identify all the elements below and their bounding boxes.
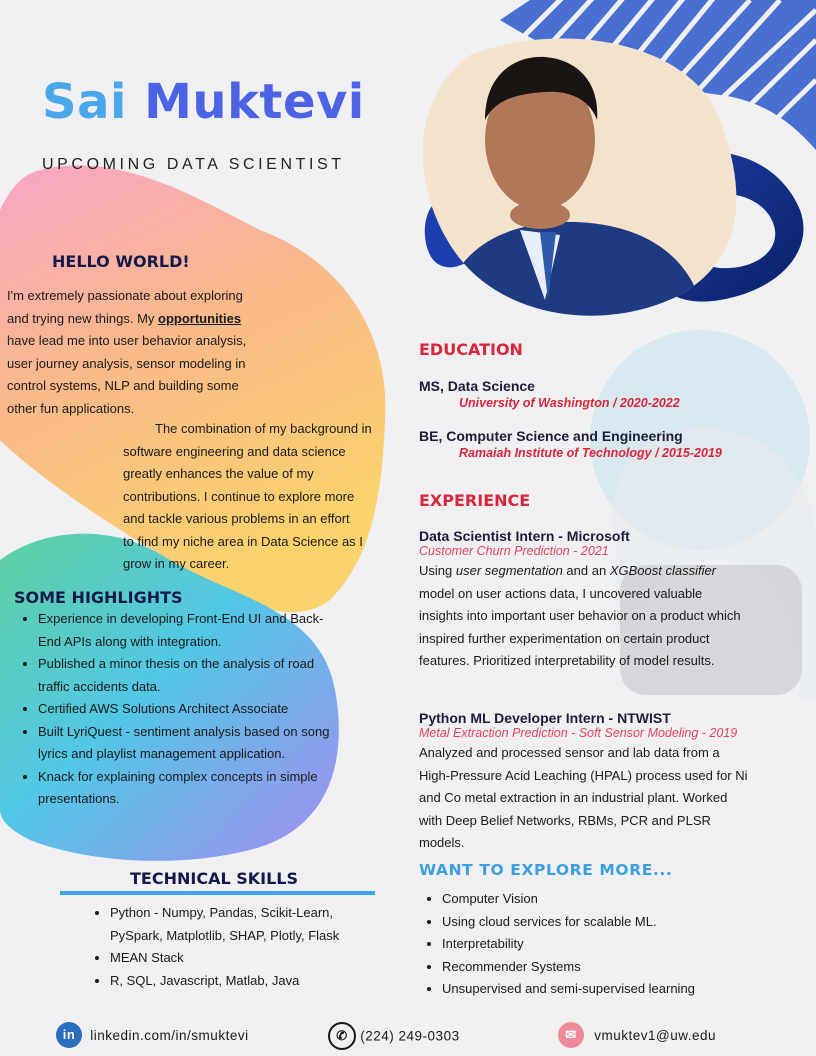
phone-icon: ✆: [328, 1022, 356, 1050]
education-heading: EDUCATION: [419, 340, 523, 359]
experience-item-microsoft: [419, 528, 749, 673]
degree: BE, Computer Science and Engineering: [419, 428, 683, 444]
linkedin-icon: in: [56, 1022, 82, 1048]
highlight-item: • Published a minor thesis on the analysis of road traffic accidents data.: [38, 653, 340, 698]
hello-paragraph-2: [123, 418, 383, 576]
desc-text: and an: [562, 563, 610, 578]
hello-line: have lead me into user behavior analysis,: [7, 333, 247, 348]
hello-line-text: and trying new things. My: [7, 310, 159, 326]
desc-text: model on user actions data, I uncovered valuable insights into important user behavior on a product which inspired further experimentation on certain product features. Prioritized interpretability of model results.: [419, 585, 741, 668]
hello-line: user journey analysis, sensor modeling in: [7, 355, 246, 371]
desc-emphasis: user segmentation: [455, 563, 563, 578]
explore-item: • Unsupervised and semi-supervised learning: [442, 978, 772, 1001]
highlights-heading: SOME HIGHLIGHTS: [14, 588, 183, 607]
hello-line: [7, 308, 267, 331]
hello-heading: HELLO WORLD!: [52, 252, 190, 271]
highlight-item: • Certified AWS Solutions Architect Associate: [38, 698, 340, 721]
highlight-item: • Experience in developing Front-End UI and Back-End APIs along with integration.: [38, 608, 340, 653]
hello-paragraph-1: [7, 285, 267, 420]
job-description: Analyzed and processed sensor and lab data from a High-Pressure Acid Leaching (HPAL) process used for Ni and Co metal extraction in an industrial plant. Worked with Deep Belief Networks, RBMs, PCR and PLSR models.: [419, 745, 748, 850]
linkedin-url[interactable]: linkedin.com/in/smuktevi: [90, 1027, 249, 1043]
skill-item: • MEAN Stack: [110, 947, 380, 970]
first-name: Sai: [42, 74, 127, 130]
explore-item: • Interpretability: [442, 933, 772, 956]
education-item: [419, 378, 680, 410]
email-icon: ✉: [558, 1022, 584, 1048]
education-item: [419, 428, 722, 460]
hello-line: control systems, NLP and building some: [7, 378, 239, 393]
skills-list: [92, 902, 380, 992]
hello-line: software engineering and data science: [123, 443, 346, 459]
last-name: Muktevi: [144, 74, 365, 130]
experience-heading: EXPERIENCE: [419, 491, 531, 510]
explore-item: • Using cloud services for scalable ML.: [442, 911, 772, 934]
hello-line: and tackle various problems in an effort: [123, 511, 350, 526]
job-subtitle: Metal Extraction Prediction - Soft Sensor Modeling - 2019: [419, 726, 738, 740]
highlight-item: • Built LyriQuest - sentiment analysis based on song lyrics and playlist management application.: [38, 721, 340, 766]
explore-item: • Computer Vision: [442, 888, 772, 911]
explore-heading: WANT TO EXPLORE MORE...: [419, 861, 673, 879]
hello-line: other fun applications.: [7, 400, 135, 416]
job-title: UPCOMING DATA SCIENTIST: [42, 156, 345, 173]
skill-item: • R, SQL, Javascript, Matlab, Java: [110, 970, 380, 993]
opportunities-link[interactable]: opportunities: [158, 310, 242, 326]
institution: University of Washington / 2020-2022: [459, 396, 680, 410]
highlight-item: • Knack for explaining complex concepts in simple presentations.: [38, 766, 340, 811]
job-subtitle: Customer Churn Prediction - 2021: [419, 544, 609, 558]
degree: MS, Data Science: [419, 378, 535, 394]
explore-item: • Recommender Systems: [442, 956, 772, 979]
skills-heading: TECHNICAL SKILLS: [130, 869, 298, 888]
institution: Ramaiah Institute of Technology / 2015-2019: [459, 446, 722, 460]
hello-line: grow in my career.: [123, 556, 230, 571]
highlights-list: [20, 608, 340, 811]
hello-line: greatly enhances the value of my: [123, 466, 314, 481]
hello-line: to find my niche area in Data Science as I: [123, 533, 363, 549]
job-title: Python ML Developer Intern - NTWIST: [419, 710, 671, 726]
email-address[interactable]: vmuktev1@uw.edu: [594, 1027, 717, 1043]
job-title: Data Scientist Intern - Microsoft: [419, 528, 630, 544]
phone-contact[interactable]: [328, 1022, 460, 1050]
desc-text: Using: [419, 563, 456, 578]
explore-list: [424, 888, 772, 1001]
hello-line: contributions. I continue to explore more: [123, 488, 355, 504]
skill-item: • Python - Numpy, Pandas, Scikit-Learn, PySpark, Matplotlib, SHAP, Plotly, Flask: [110, 902, 380, 947]
job-description: [419, 560, 749, 673]
email-contact[interactable]: [558, 1022, 716, 1048]
experience-item-ntwist: [419, 710, 753, 855]
name-heading: [42, 74, 365, 130]
skills-underline: [60, 891, 375, 895]
desc-emphasis: XGBoost classifier: [609, 563, 717, 578]
phone-number[interactable]: (224) 249-0303: [360, 1028, 460, 1044]
hello-line: The combination of my background in: [155, 421, 372, 436]
linkedin-contact[interactable]: [56, 1022, 249, 1048]
hello-line: I'm extremely passionate about exploring: [7, 288, 243, 303]
